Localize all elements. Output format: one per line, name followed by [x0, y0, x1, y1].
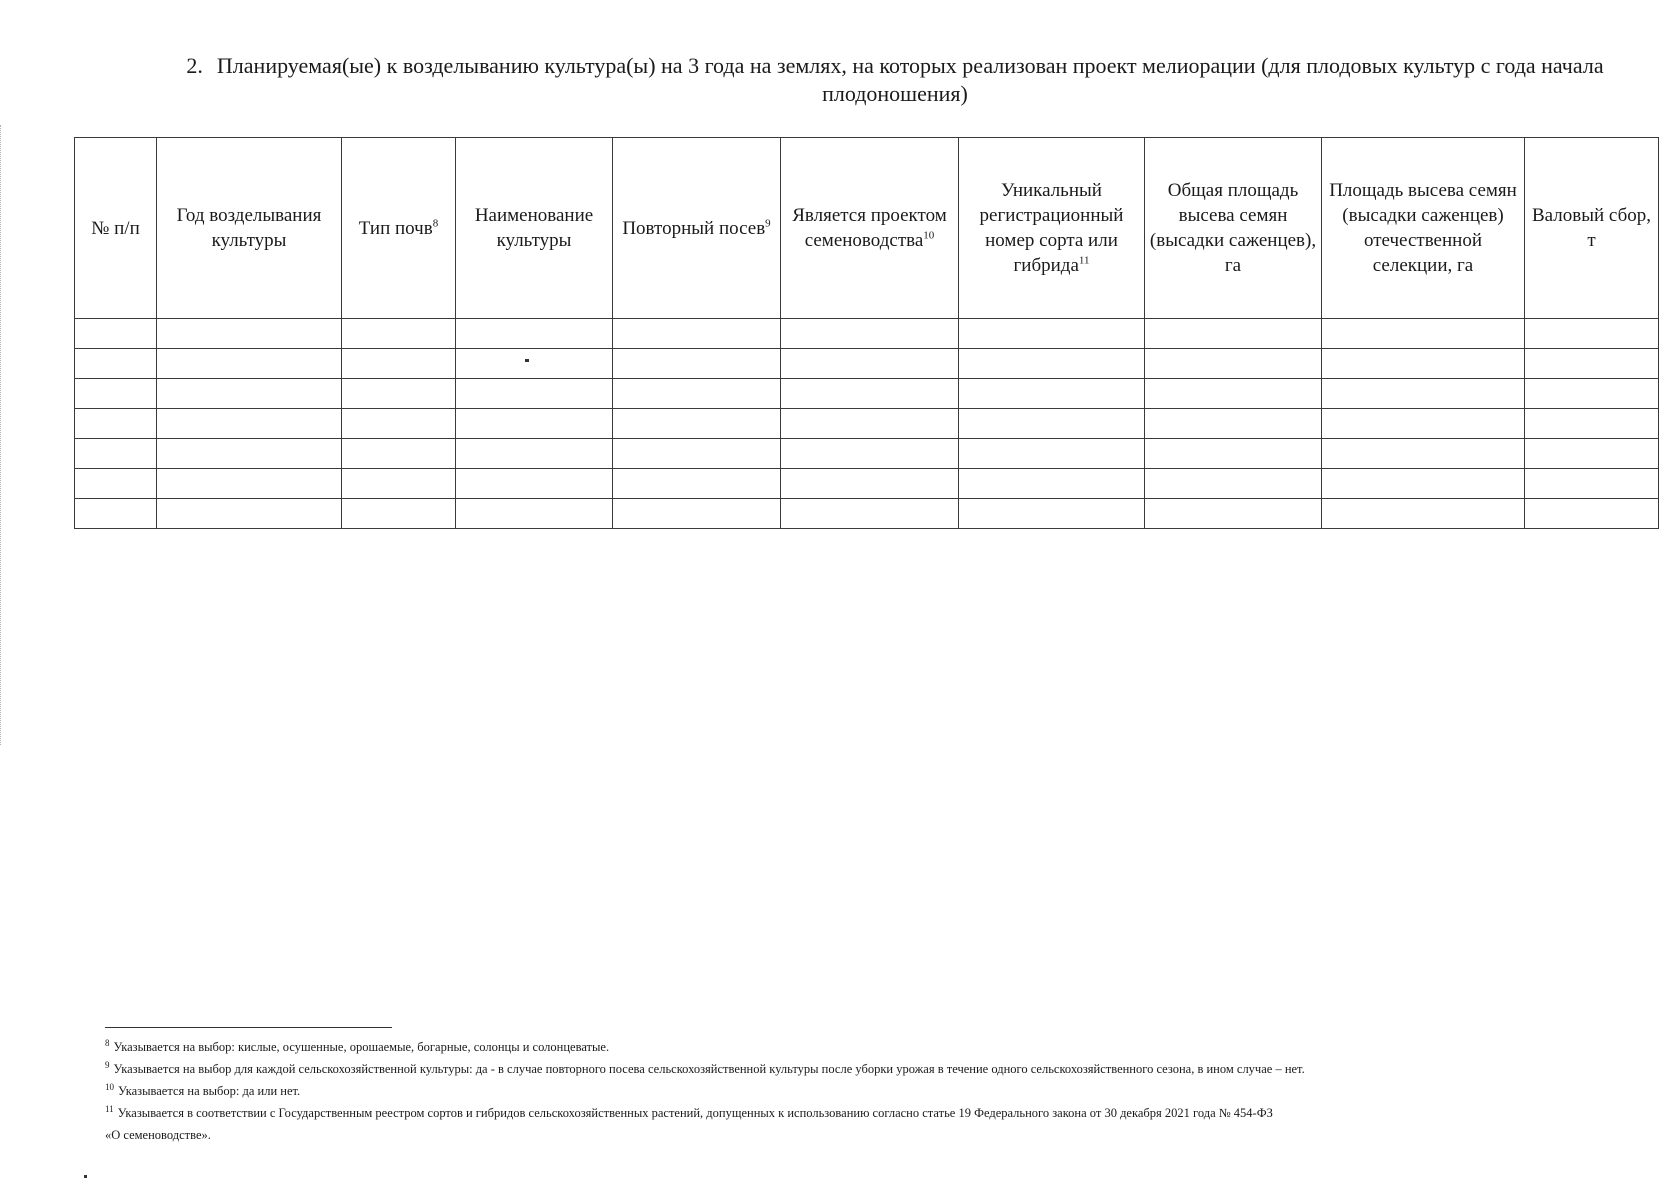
table-cell	[157, 319, 342, 349]
table-cell	[1145, 349, 1322, 379]
table-cell	[781, 319, 959, 349]
table-cell	[342, 349, 456, 379]
table-cell	[456, 379, 613, 409]
table-cell	[75, 379, 157, 409]
footnote-reference: 9	[765, 217, 771, 230]
footnote-10	[105, 1080, 1645, 1102]
table-cell	[1525, 499, 1659, 529]
crops-table	[74, 137, 1659, 529]
section-number: 2.	[186, 53, 203, 78]
column-header	[781, 138, 959, 319]
table-cell	[456, 319, 613, 349]
column-header-label: Тип почв	[358, 217, 433, 239]
footnote-text: Указывается в соответствии с Государственным реестром сортов и гибридов сельскохозяйственных растений, допущенных к использованию согласно статье 19 Федерального закона от 30 декабря 2021 года № 454-ФЗ	[117, 1106, 1273, 1120]
table-header-row	[75, 138, 1659, 319]
table-cell	[75, 349, 157, 379]
table-row	[75, 499, 1659, 529]
table-cell	[1525, 439, 1659, 469]
table-cell	[1322, 499, 1525, 529]
table-row	[75, 469, 1659, 499]
table-cell	[613, 439, 781, 469]
column-header-label: Общая площадь высева семян (высадки саженцев), га	[1149, 180, 1317, 276]
column-header-label: Является проектом семеноводства	[792, 205, 947, 251]
table-cell	[959, 469, 1145, 499]
table-cell	[157, 379, 342, 409]
section-heading	[150, 52, 1640, 108]
table-cell	[75, 409, 157, 439]
table-cell	[75, 469, 157, 499]
table-cell	[1525, 379, 1659, 409]
scan-speck	[525, 359, 529, 362]
table-cell	[1145, 409, 1322, 439]
table-cell	[613, 379, 781, 409]
table-cell	[613, 409, 781, 439]
footnote-separator	[105, 1027, 392, 1028]
table-cell	[781, 469, 959, 499]
footnote-text: Указывается на выбор: кислые, осушенные, орошаемые, богарные, солонцы и солонцеватые.	[113, 1040, 610, 1054]
table-cell	[781, 379, 959, 409]
table-cell	[342, 409, 456, 439]
footnote-text: Указывается на выбор: да или нет.	[118, 1084, 301, 1098]
table-cell	[1322, 379, 1525, 409]
table-cell	[456, 409, 613, 439]
footnote-text: Указывается на выбор для каждой сельскохозяйственной культуры: да - в случае повторного посева сельскохозяйственной культуры после уборки урожая в течение одного сельскохозяйственного сезона, в ином случае – нет.	[113, 1062, 1305, 1076]
column-header	[1145, 138, 1322, 319]
table-cell	[157, 499, 342, 529]
footnote-mark: 10	[105, 1081, 114, 1092]
table-cell	[1322, 469, 1525, 499]
table-cell	[781, 349, 959, 379]
footnote-reference: 8	[432, 217, 439, 230]
table-cell	[1322, 319, 1525, 349]
table-cell	[1145, 469, 1322, 499]
column-header-label: Валовый сбор, т	[1532, 205, 1651, 251]
table-cell	[613, 469, 781, 499]
scan-speck	[84, 1175, 87, 1178]
table-cell	[1525, 349, 1659, 379]
table-cell	[1322, 349, 1525, 379]
footnotes	[105, 1036, 1645, 1146]
column-header-label: № п/п	[91, 217, 140, 239]
scan-margin-marks	[0, 125, 4, 745]
column-header	[1322, 138, 1525, 319]
table-cell	[75, 439, 157, 469]
table-cell	[342, 469, 456, 499]
footnote-mark: 8	[105, 1037, 110, 1048]
footnote-reference: 11	[1078, 254, 1090, 267]
table-row	[75, 439, 1659, 469]
table-cell	[1145, 499, 1322, 529]
table-cell	[456, 469, 613, 499]
footnote-mark: 11	[105, 1103, 114, 1114]
column-header-label: Уникальный регистрационный номер сорта или гибрида	[979, 180, 1124, 276]
footnote-8	[105, 1036, 1645, 1058]
column-header	[456, 138, 613, 319]
table-cell	[1525, 469, 1659, 499]
table-row	[75, 409, 1659, 439]
table-cell	[959, 409, 1145, 439]
column-header-label: Повторный посев	[622, 217, 766, 239]
column-header	[1525, 138, 1659, 319]
column-header-label: Площадь высева семян (высадки саженцев) отечественной селекции, га	[1329, 180, 1517, 276]
table-cell	[1145, 439, 1322, 469]
table-cell	[342, 439, 456, 469]
table-cell	[1525, 319, 1659, 349]
table-cell	[959, 349, 1145, 379]
table-cell	[456, 499, 613, 529]
column-header-label: Наименование культуры	[474, 205, 594, 251]
table-cell	[613, 319, 781, 349]
table-row	[75, 349, 1659, 379]
footnote-reference: 10	[923, 229, 935, 242]
table-cell	[781, 409, 959, 439]
table-cell	[456, 439, 613, 469]
footnote-9	[105, 1058, 1645, 1080]
table-cell	[959, 379, 1145, 409]
footnote-mark: 9	[105, 1059, 110, 1070]
column-header	[157, 138, 342, 319]
footnote-11	[105, 1102, 1645, 1124]
table-body	[75, 319, 1659, 529]
table-cell	[1322, 439, 1525, 469]
column-header	[342, 138, 456, 319]
table-cell	[613, 499, 781, 529]
table-row	[75, 319, 1659, 349]
table-cell	[1322, 409, 1525, 439]
table-cell	[1145, 319, 1322, 349]
table-cell	[342, 319, 456, 349]
table-cell	[959, 499, 1145, 529]
table-cell	[456, 349, 613, 379]
table-cell	[781, 499, 959, 529]
table-cell	[959, 319, 1145, 349]
table-cell	[342, 379, 456, 409]
table-cell	[75, 319, 157, 349]
column-header	[959, 138, 1145, 319]
table-cell	[75, 499, 157, 529]
section-title: Планируемая(ые) к возделыванию культура(ы) на 3 года на землях, на которых реализован проект мелиорации (для плодовых культур с года начала плодоношения)	[216, 53, 1604, 106]
footnote-11-continuation: «О семеноводстве».	[105, 1128, 211, 1142]
table-cell	[1525, 409, 1659, 439]
table-cell	[781, 439, 959, 469]
table-cell	[157, 409, 342, 439]
column-header	[613, 138, 781, 319]
table-row	[75, 379, 1659, 409]
table-cell	[1145, 379, 1322, 409]
table-cell	[157, 469, 342, 499]
table-cell	[959, 439, 1145, 469]
table-cell	[613, 349, 781, 379]
column-header-label: Год возделывания культуры	[176, 205, 322, 251]
table-cell	[157, 349, 342, 379]
table-cell	[342, 499, 456, 529]
table-cell	[157, 439, 342, 469]
column-header	[75, 138, 157, 319]
